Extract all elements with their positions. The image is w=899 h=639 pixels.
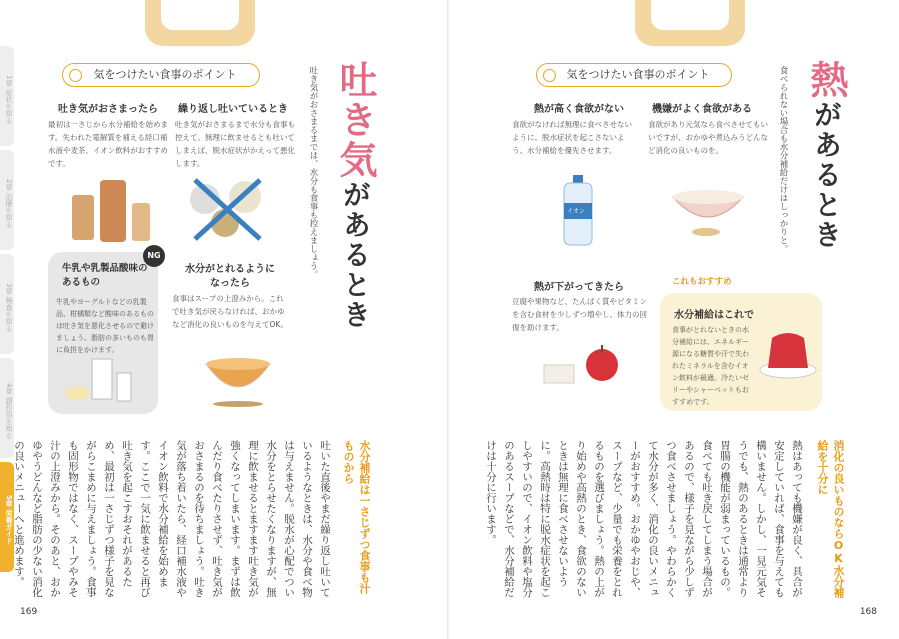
chapter-tab-4[interactable]: 4章 副作用を知る bbox=[0, 358, 14, 458]
section-subheading: 消化の良いものならOK水分補給を十分に bbox=[816, 440, 845, 598]
chapter-tab-2[interactable]: 2章 治療を知る bbox=[0, 150, 14, 250]
drinks-illustration bbox=[62, 175, 157, 245]
porridge-illustration bbox=[668, 182, 748, 242]
recommend-label: これもおすすめ bbox=[672, 277, 732, 287]
recommend-box-heading: 水分補給はこれで bbox=[674, 310, 754, 321]
ion-drink-bottle bbox=[558, 175, 598, 247]
item-text: 豆腐や果物など、たんぱく質やビタミンを含む食材を少しずつ増やし、体力の回復を助けます。 bbox=[512, 297, 647, 332]
title-rest: があるとき bbox=[810, 100, 843, 250]
chapter-tab-5[interactable]: 5章 栄養ガイド bbox=[0, 462, 14, 572]
title-keyword: 吐き気 bbox=[333, 60, 377, 180]
section-subheading: 水分補給は一さじずつ食事も汁ものから bbox=[342, 440, 371, 594]
page-title bbox=[799, 60, 854, 250]
ng-box-heading: 牛乳や乳製品酸味のあるもの bbox=[62, 263, 148, 288]
item-heading: 吐き気がおさまったら bbox=[58, 104, 158, 115]
item-text: 食欲があり元気なら食べさせてもいいですが、おかゆや煮込みうどんなど消化の良いものを。 bbox=[648, 120, 768, 155]
top-tab-decoration bbox=[145, 0, 255, 46]
dairy-illustration bbox=[62, 355, 152, 405]
page-number: 168 bbox=[859, 607, 877, 617]
body-text: 吐いた直後やまだ繰り返し吐いているようなときは、水分や食べ物は与えません。脱水が心配でつい水分をとらせたくなりますが、無理に飲ませるとますます吐き気が強くなってしまいます。まずは飲んだり食べたりさせず、吐き気がおさまるのを待ちましょう。吐き気が落ち着いたら、経口補水液やイオン飲料で水分補給を始めます。ここで一気に飲ませると再び吐き気を起こすおそれがあるため、最初は一さじずつ様子を見ながらこまめに与えましょう。食事も固形物ではなく、スープやみそ汁の上澄みから。そのあと、おかゆやうどんなど脂肪の少ない消化の良いメニューへと進めます。 bbox=[13, 440, 331, 598]
soup-illustration bbox=[198, 352, 278, 412]
item-heading: 熱が高く食欲がない bbox=[534, 104, 624, 115]
left-page bbox=[0, 0, 449, 639]
item-heading: 繰り返し吐いているとき bbox=[178, 104, 288, 115]
title-lead: 吐き気がおさまるまでは、水分も食事も控えましょう。 bbox=[308, 66, 318, 279]
ng-badge: NG bbox=[143, 245, 165, 267]
page-title bbox=[328, 60, 383, 330]
recommend-box-text: 食事がとれないときの水分補給には、エネルギー源になる糖質や汗で失われたミネラルを含むイオン飲料が最適。冷たいゼリーやシャーベットもおすすめです。 bbox=[672, 326, 749, 406]
crossed-food-illustration bbox=[185, 175, 270, 243]
item-text: 吐き気がおさまるまで水分も食事も控えて。無理に飲ませるとも吐いてしまえば、脱水症状がかえって悪化します。 bbox=[175, 120, 295, 168]
item-text: 最初は一さじから水分補給を始めます。失われた電解質を補える経口補水液や麦茶、イオン飲料がおすすめです。 bbox=[48, 120, 168, 168]
body-text: 熱はあっても機嫌が良く、具合が安定していれば、食事を与えても構いません。しかし、一見元気そうでも、熱のあるときは通常より胃腸の機能が弱まっているもの。食べても吐き戻してしまう場合があるので、様子を見ながら少しずつ食べさせましょう。やわらかくて水分が多く、消化の良いメニューがおすすめ。おかゆやおじや、スープなど、少量でも栄養をとれるものを選びましょう。熱の上がり始めや高熱のとき、食欲のないときは無理に食べさせないように。高熱時は特に脱水症状を起こしやすいので、イオン飲料や塩分のあるスープなどで、水分補給だけは十分に行います。 bbox=[485, 440, 803, 598]
tips-header: 気をつけたい食事のポイント bbox=[62, 63, 260, 87]
item-text: 食欲がなければ無理に食べさせないように。脱水症状を起こさないよう、水分補給を優先させます。 bbox=[512, 120, 632, 155]
tips-header: 気をつけたい食事のポイント bbox=[536, 63, 732, 87]
top-tab-decoration bbox=[635, 0, 745, 46]
page-number: 169 bbox=[20, 607, 38, 617]
title-lead: 食べられない場合も水分補給だけはしっかりと。 bbox=[778, 66, 788, 253]
chapter-tab-3[interactable]: 3章 検査を知る bbox=[0, 254, 14, 354]
item-text: 食事はスープの上澄みから。これで吐き気が戻らなければ、おかゆなど消化の良いものを与えてOK。 bbox=[172, 294, 288, 329]
chapter-tab-1[interactable]: 1章 症状を知る bbox=[0, 46, 14, 146]
title-rest: があるとき bbox=[339, 180, 372, 330]
bottle-label: イオン bbox=[567, 208, 585, 215]
item-heading: 水分がとれるようになったら bbox=[185, 264, 275, 289]
apple-tofu-illustration bbox=[540, 343, 630, 393]
ng-box-text: 牛乳やヨーグルトなどの乳製品、柑橘類など酸味のあるものは吐き気を悪化させるので避けましょう。脂肪の多いものも胃に負担をかけます。 bbox=[56, 298, 154, 354]
item-heading: 機嫌がよく食欲がある bbox=[652, 104, 752, 115]
right-page bbox=[450, 0, 899, 639]
title-keyword: 熱 bbox=[804, 60, 848, 100]
jelly-illustration bbox=[758, 322, 818, 382]
item-heading: 熱が下がってきたら bbox=[534, 282, 624, 293]
